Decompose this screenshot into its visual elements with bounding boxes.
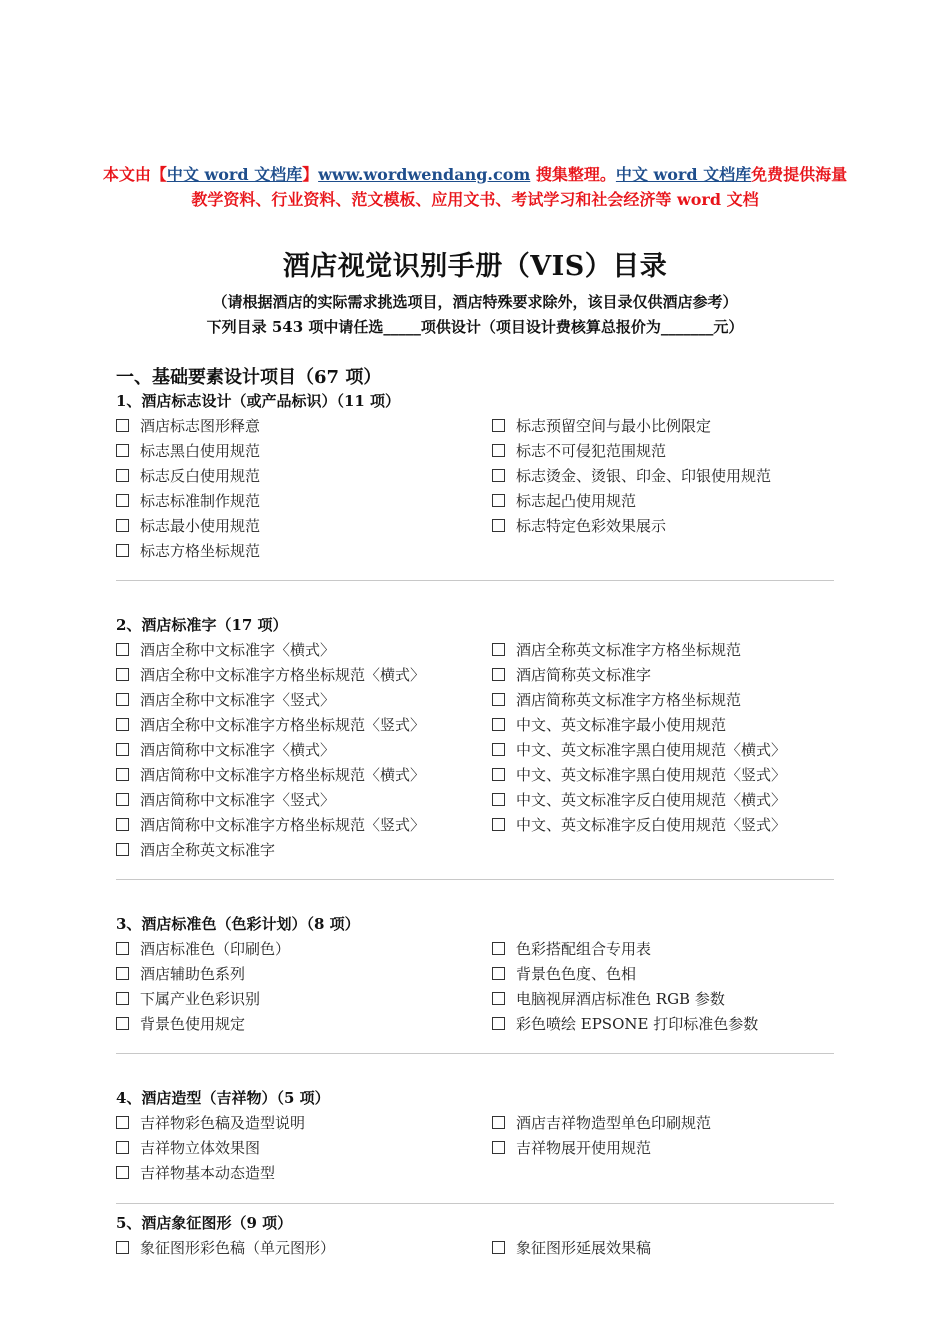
section-divider [116,879,834,880]
checkbox-item[interactable]: 酒店标志图形释意 [116,415,260,436]
source-banner-line-2: 教学资料、行业资料、范文模板、应用文书、考试学习和社会经济等 word 文档 [191,190,759,209]
section-title: 4、酒店造型（吉祥物）（5 项） [116,1089,330,1107]
checkbox[interactable] [492,818,505,831]
checkbox-item[interactable]: 电脑视屏酒店标准色 RGB 参数 [492,988,725,1009]
section-divider [116,1203,834,1204]
section-title: 5、酒店象征图形（9 项） [116,1214,293,1232]
checkbox-item[interactable]: 彩色喷绘 EPSONE 打印标准色参数 [492,1013,758,1034]
checkbox-item[interactable]: 吉祥物立体效果图 [116,1137,260,1158]
checkbox-item[interactable]: 酒店辅助色系列 [116,963,245,984]
checkbox-item[interactable]: 酒店简称英文标准字 [492,664,651,685]
checkbox-item[interactable]: 标志标准制作规范 [116,490,260,511]
instruction-note-2: 下列目录 543 项中请任选_____项供设计（项目设计费核算总报价为_______元） [206,318,744,336]
checkbox-item[interactable]: 酒店全称中文标准字方格坐标规范〈竖式〉 [116,714,425,735]
section-divider [116,1053,834,1054]
checkbox[interactable] [116,768,129,781]
section-title: 3、酒店标准色（色彩计划）（8 项） [116,915,360,933]
checkbox[interactable] [492,768,505,781]
banner-text: 搜集整理。 [530,165,616,184]
checkbox-item[interactable]: 中文、英文标准字反白使用规范〈横式〉 [492,789,786,810]
checkbox-item[interactable]: 象征图形延展效果稿 [492,1237,651,1258]
checkbox-item[interactable]: 标志烫金、烫银、印金、印银使用规范 [492,465,771,486]
checkbox[interactable] [492,992,505,1005]
checkbox[interactable] [116,818,129,831]
checkbox-item[interactable]: 标志方格坐标规范 [116,540,260,561]
checkbox-item[interactable]: 标志不可侵犯范围规范 [492,440,666,461]
checkbox-item[interactable]: 中文、英文标准字黑白使用规范〈竖式〉 [492,764,786,785]
checkbox[interactable] [492,419,505,432]
checkbox-item[interactable]: 标志预留空间与最小比例限定 [492,415,711,436]
checkbox-item[interactable]: 酒店全称中文标准字〈竖式〉 [116,689,335,710]
checkbox[interactable] [116,843,129,856]
checkbox[interactable] [116,793,129,806]
banner-text: 本文由【 [102,165,167,184]
checkbox[interactable] [116,544,129,557]
checkbox[interactable] [492,668,505,681]
checkbox-item[interactable]: 中文、英文标准字黑白使用规范〈横式〉 [492,739,786,760]
checkbox-item[interactable]: 中文、英文标准字反白使用规范〈竖式〉 [492,814,786,835]
checkbox-item[interactable]: 吉祥物彩色稿及造型说明 [116,1112,305,1133]
checkbox-item[interactable]: 酒店标准色（印刷色） [116,938,290,959]
checkbox-item[interactable]: 酒店简称中文标准字〈横式〉 [116,739,335,760]
checkbox-item[interactable]: 背景色色度、色相 [492,963,636,984]
checkbox[interactable] [492,1116,505,1129]
checkbox-item[interactable]: 下属产业色彩识别 [116,988,260,1009]
checkbox[interactable] [492,967,505,980]
checkbox-item[interactable]: 象征图形彩色稿（单元图形） [116,1237,335,1258]
wendang-link[interactable]: 中文 word 文档库 [166,165,303,184]
checkbox-item[interactable]: 酒店全称中文标准字〈横式〉 [116,639,335,660]
checkbox[interactable] [116,668,129,681]
checkbox[interactable] [492,793,505,806]
checkbox[interactable] [116,519,129,532]
checkbox[interactable] [116,494,129,507]
checkbox-item[interactable]: 标志黑白使用规范 [116,440,260,461]
checkbox-item[interactable]: 酒店简称中文标准字〈竖式〉 [116,789,335,810]
checkbox[interactable] [116,419,129,432]
banner-text: 】 [302,165,319,184]
checkbox-item[interactable]: 标志反白使用规范 [116,465,260,486]
source-banner-line-1 [0,164,950,186]
checkbox[interactable] [116,718,129,731]
checkbox-item[interactable]: 背景色使用规定 [116,1013,245,1034]
checkbox-item[interactable]: 标志最小使用规范 [116,515,260,536]
checkbox-item[interactable]: 酒店简称中文标准字方格坐标规范〈竖式〉 [116,814,425,835]
checkbox[interactable] [116,1017,129,1030]
checkbox[interactable] [116,967,129,980]
checkbox-item[interactable]: 中文、英文标准字最小使用规范 [492,714,726,735]
checkbox-item[interactable]: 酒店全称英文标准字 [116,839,275,860]
checkbox[interactable] [116,643,129,656]
checkbox-item[interactable]: 酒店吉祥物造型单色印刷规范 [492,1112,711,1133]
banner-text: 免费提供海量 [751,165,848,184]
checkbox[interactable] [116,942,129,955]
checkbox-item[interactable]: 色彩搭配组合专用表 [492,938,651,959]
checkbox[interactable] [492,1017,505,1030]
checkbox-item[interactable]: 酒店全称中文标准字方格坐标规范〈横式〉 [116,664,425,685]
checkbox[interactable] [492,643,505,656]
wendang-link-2[interactable]: 中文 word 文档库 [615,165,752,184]
checkbox-item[interactable]: 酒店简称英文标准字方格坐标规范 [492,689,741,710]
checkbox[interactable] [492,469,505,482]
checkbox-item[interactable]: 酒店全称英文标准字方格坐标规范 [492,639,741,660]
website-link[interactable]: www.wordwendang.com [318,165,531,184]
checkbox[interactable] [116,693,129,706]
section-title: 1、酒店标志设计（或产品标识）（11 项） [116,392,401,410]
instruction-note-1: （请根据酒店的实际需求挑选项目，酒店特殊要求除外，该目录仅供酒店参考） [212,293,738,311]
checkbox[interactable] [492,718,505,731]
checkbox[interactable] [116,444,129,457]
checkbox[interactable] [116,1241,129,1254]
checkbox-item[interactable]: 酒店简称中文标准字方格坐标规范〈横式〉 [116,764,425,785]
checkbox[interactable] [116,992,129,1005]
checkbox-item[interactable]: 吉祥物基本动态造型 [116,1162,275,1183]
checkbox[interactable] [116,1166,129,1179]
checkbox[interactable] [492,494,505,507]
section-divider [116,580,834,581]
checkbox-item[interactable]: 标志起凸使用规范 [492,490,636,511]
checkbox[interactable] [492,743,505,756]
checkbox[interactable] [492,1241,505,1254]
checkbox[interactable] [116,743,129,756]
checkbox[interactable] [492,519,505,532]
checkbox[interactable] [492,693,505,706]
checkbox[interactable] [116,469,129,482]
main-heading: 一、基础要素设计项目（67 项） [116,367,382,388]
document-title: 酒店视觉识别手册（VIS）目录 [282,251,668,282]
section-title: 2、酒店标准字（17 项） [116,616,288,634]
checkbox-item[interactable]: 吉祥物展开使用规范 [492,1137,651,1158]
checkbox[interactable] [116,1141,129,1154]
checkbox[interactable] [492,942,505,955]
checkbox[interactable] [492,444,505,457]
checkbox[interactable] [116,1116,129,1129]
checkbox-item[interactable]: 标志特定色彩效果展示 [492,515,666,536]
checkbox[interactable] [492,1141,505,1154]
